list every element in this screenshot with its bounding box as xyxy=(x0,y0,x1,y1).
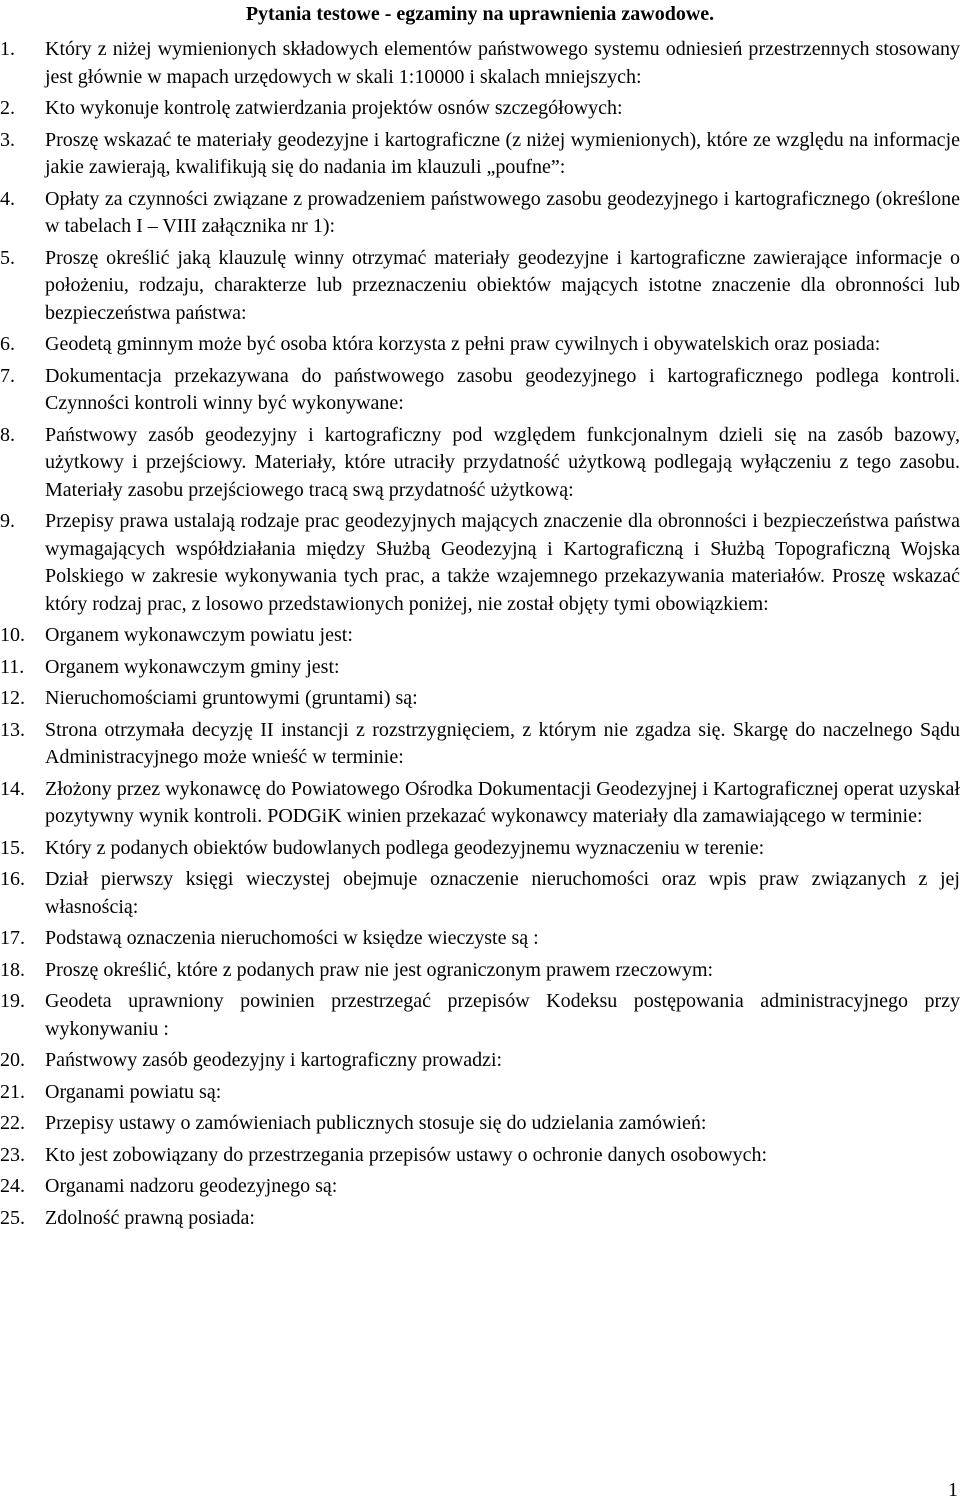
question-number: 13. xyxy=(0,718,25,741)
question-item xyxy=(0,1173,960,1201)
question-text: Który z podanych obiektów budowlanych podlega geodezyjnemu wyznaczeniu w terenie: xyxy=(45,836,765,859)
question-item xyxy=(0,186,960,241)
question-text: Strona otrzymała decyzję II instancji z rozstrzygnięciem, z którym nie zgadza się. Skargę do naczelnego Sądu Administracyjnego może wnieść w terminie: xyxy=(45,718,960,768)
question-number: 21. xyxy=(0,1080,25,1103)
question-text: Złożony przez wykonawcę do Powiatowego Ośrodka Dokumentacji Geodezyjnej i Kartograficznej operat uzyskał pozytywny wynik kontroli. PODGiK winien przekazać wykonawcy materiały dla zamawiającego w terminie: xyxy=(45,777,960,827)
question-item xyxy=(0,1047,960,1075)
question-number: 11. xyxy=(0,655,25,678)
question-text: Organem wykonawczym gminy jest: xyxy=(45,655,340,678)
question-item xyxy=(0,776,960,831)
question-text: Organami nadzoru geodezyjnego są: xyxy=(45,1175,338,1197)
question-item xyxy=(0,685,960,713)
question-number: 25. xyxy=(0,1206,25,1229)
question-number: 16. xyxy=(0,868,25,890)
question-item xyxy=(0,866,960,921)
question-item xyxy=(0,988,960,1043)
question-text: Nieruchomościami gruntowymi (gruntami) są: xyxy=(45,687,418,709)
question-number: 18. xyxy=(0,958,25,981)
question-number: 10. xyxy=(0,624,25,646)
question-number: 4. xyxy=(0,187,15,210)
question-item xyxy=(0,1142,960,1170)
question-number: 15. xyxy=(0,836,25,859)
question-text: Dział pierwszy księgi wieczystej obejmuje oznaczenie nieruchomości oraz wpis praw związanych z jej własnością: xyxy=(45,868,960,918)
question-number: 7. xyxy=(0,364,15,387)
question-number: 8. xyxy=(0,423,15,446)
question-item xyxy=(0,363,960,418)
question-number: 3. xyxy=(0,128,15,151)
question-text: Państwowy zasób geodezyjny i kartograficzny prowadzi: xyxy=(45,1049,503,1071)
question-item xyxy=(0,508,960,618)
question-item xyxy=(0,245,960,328)
question-item xyxy=(0,331,960,359)
question-text: Dokumentacja przekazywana do państwowego zasobu geodezyjnego i kartograficznego podlega kontroli. Czynności kontroli winny być wykonywane: xyxy=(45,364,960,414)
question-item xyxy=(0,95,960,123)
question-text: Przepisy ustawy o zamówieniach publicznych stosuje się do udzielania zamówień: xyxy=(45,1112,707,1134)
question-item xyxy=(0,127,960,182)
question-item xyxy=(0,622,960,650)
question-item xyxy=(0,654,960,682)
question-text: Proszę określić jaką klauzulę winny otrzymać materiały geodezyjne i kartograficzne zawierające informacje o położeniu, rodzaju, charakterze lub przeznaczeniu obiektów mających istotne znaczenie dla obronności lub bezpieczeństwa państwa: xyxy=(45,246,960,324)
question-number: 20. xyxy=(0,1049,25,1071)
question-item xyxy=(0,36,960,91)
question-text: Kto jest zobowiązany do przestrzegania przepisów ustawy o ochronie danych osobowych: xyxy=(45,1143,768,1166)
question-text: Przepisy prawa ustalają rodzaje prac geodezyjnych mających znaczenie dla obronności i bezpieczeństwa państwa wymagających współdziałania między Służbą Geodezyjną i Kartograficzną i Służbą Topograficzną Wojska Polskiego w zakresie wykonywania tych prac, a także wzajemnego przekazywania materiałów. Proszę wskazać który rodzaj prac, z losowo przedstawionych poniżej, nie został objęty tymi obowiązkiem: xyxy=(45,510,960,615)
question-number: 12. xyxy=(0,687,25,709)
question-number: 24. xyxy=(0,1175,25,1197)
question-text: Który z niżej wymienionych składowych elementów państwowego systemu odniesień przestrzennych stosowany jest głównie w mapach urzędowych w skali 1:10000 i skalach mniejszych: xyxy=(45,38,960,88)
question-text: Geodetą gminnym może być osoba która korzysta z pełni praw cywilnych i obywatelskich oraz posiada: xyxy=(45,333,881,355)
question-number: 19. xyxy=(0,990,25,1012)
question-number: 22. xyxy=(0,1112,25,1134)
question-item xyxy=(0,1110,960,1138)
question-item xyxy=(0,422,960,505)
question-item xyxy=(0,717,960,772)
page-number: 1 xyxy=(948,1479,958,1501)
question-text: Proszę określić, które z podanych praw nie jest ograniczonym prawem rzeczowym: xyxy=(45,958,714,981)
question-text: Zdolność prawną posiada: xyxy=(45,1206,255,1229)
document-title: Pytania testowe - egzaminy na uprawnienia zawodowe. xyxy=(245,3,715,25)
question-number: 17. xyxy=(0,927,25,949)
question-item xyxy=(0,957,960,985)
question-item xyxy=(0,835,960,863)
question-number: 6. xyxy=(0,333,15,355)
question-number: 14. xyxy=(0,777,25,800)
question-text: Organem wykonawczym powiatu jest: xyxy=(45,624,353,646)
question-text: Podstawą oznaczenia nieruchomości w księdze wieczyste są : xyxy=(45,927,539,949)
question-number: 9. xyxy=(0,510,15,532)
question-item xyxy=(0,925,960,953)
question-number: 5. xyxy=(0,246,15,269)
question-text: Geodeta uprawniony powinien przestrzegać przepisów Kodeksu postępowania administracyjnego przy wykonywaniu : xyxy=(45,990,960,1040)
question-text: Organami powiatu są: xyxy=(45,1080,222,1103)
question-number: 2. xyxy=(0,97,15,119)
question-item xyxy=(0,1079,960,1107)
question-item xyxy=(0,1205,960,1233)
question-list xyxy=(0,36,960,1236)
question-text: Opłaty za czynności związane z prowadzeniem państwowego zasobu geodezyjnego i kartograficznego (określone w tabelach I – VIII załącznika nr 1): xyxy=(45,187,960,237)
question-text: Proszę wskazać te materiały geodezyjne i kartograficzne (z niżej wymienionych), które ze względu na informacje jakie zawierają, kwalifikują się do nadania im klauzuli „poufne”: xyxy=(45,128,960,178)
question-number: 1. xyxy=(0,38,15,60)
question-number: 23. xyxy=(0,1143,25,1166)
question-text: Kto wykonuje kontrolę zatwierdzania projektów osnów szczegółowych: xyxy=(45,97,623,119)
question-text: Państwowy zasób geodezyjny i kartograficzny pod względem funkcjonalnym dzieli się na zasób bazowy, użytkowy i przejściowy. Materiały, które utraciły przydatność użytkową podlegają wyłączeniu z tego zasobu. Materiały zasobu przejściowego tracą swą przydatność użytkową: xyxy=(45,423,960,501)
